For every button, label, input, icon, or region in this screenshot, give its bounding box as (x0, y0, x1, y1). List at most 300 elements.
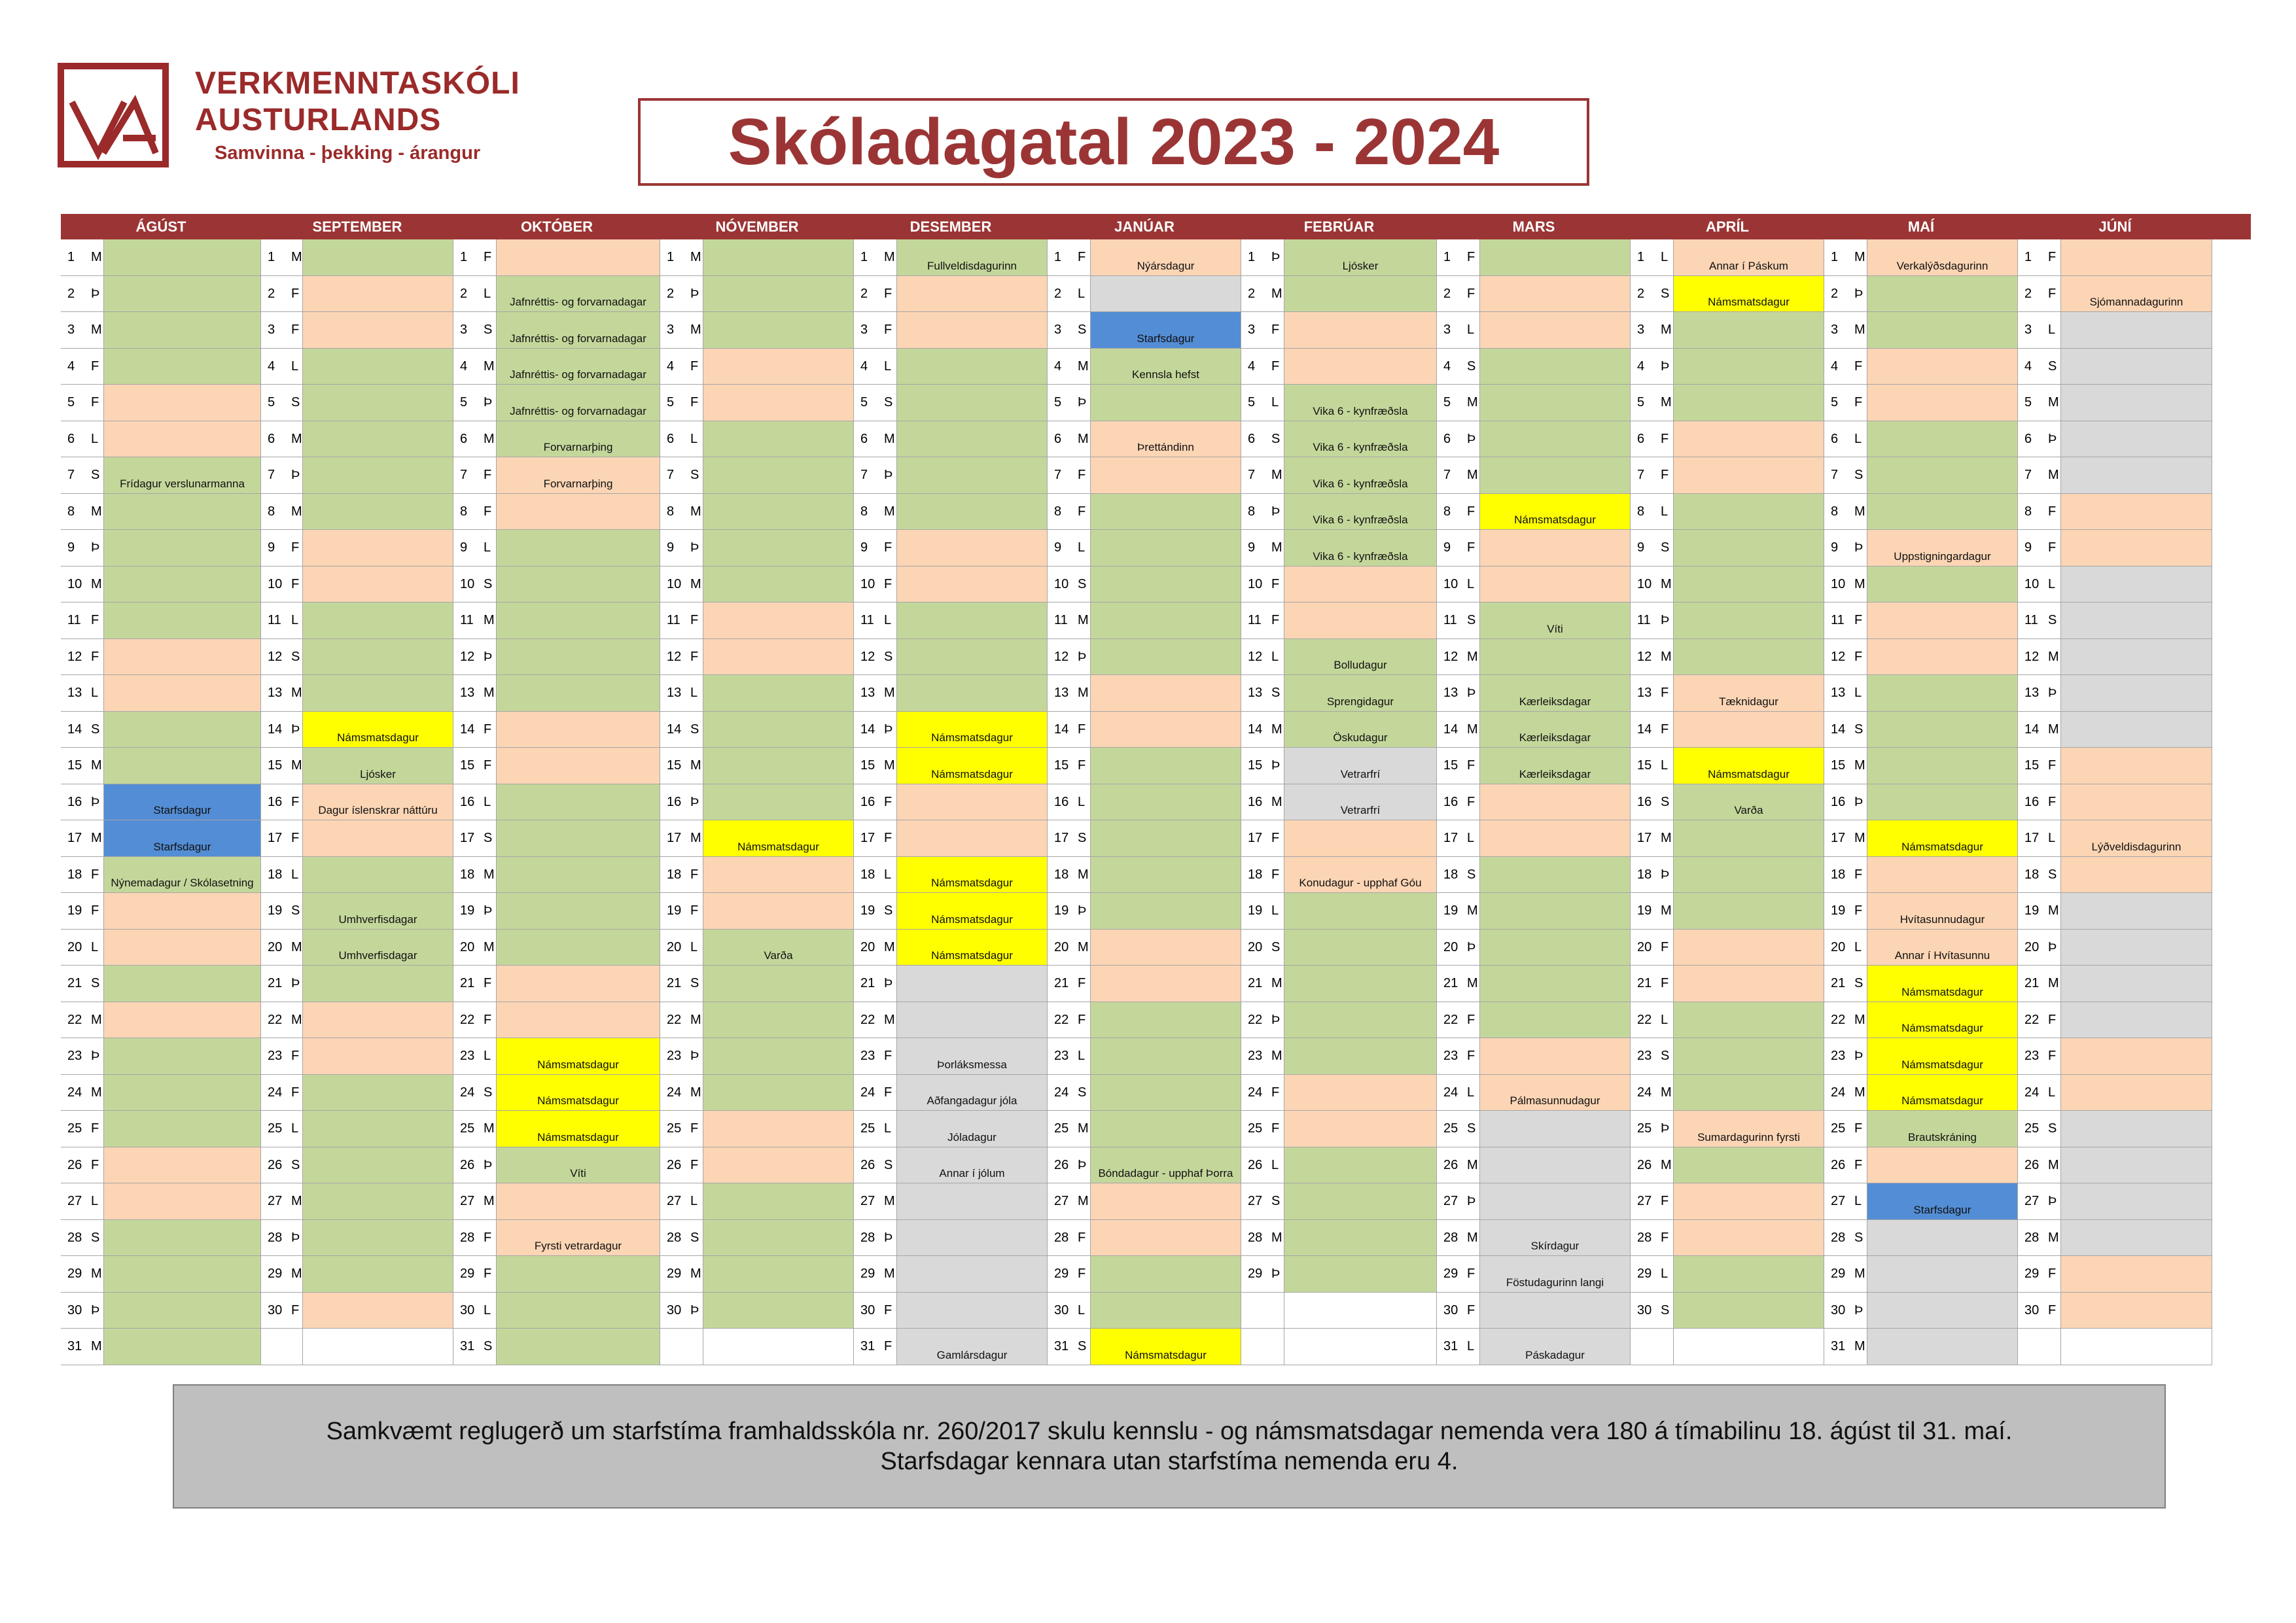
day-cell (497, 239, 660, 276)
day-of-month: 16 (67, 794, 82, 809)
day-of-month: 4 (860, 358, 868, 374)
day-event: Starfsdagur (1867, 1183, 2018, 1220)
weekday-letter: S (884, 903, 893, 918)
day-of-month: 16 (1443, 794, 1458, 809)
day-of-month: 23 (1443, 1049, 1458, 1063)
weekday-letter: L (1661, 504, 1669, 519)
day-of-month: 25 (1443, 1121, 1458, 1136)
day-number (61, 748, 104, 784)
day-of-month: 11 (268, 613, 281, 627)
day-cell (497, 930, 660, 966)
weekday-letter: M (1078, 1121, 1089, 1136)
day-of-month: 31 (460, 1339, 475, 1353)
day-number (854, 1147, 897, 1184)
day-of-month: 11 (667, 613, 680, 627)
day-of-month: 7 (460, 468, 468, 482)
day-number (854, 966, 897, 1002)
day-cell (703, 567, 854, 603)
day-of-month: 17 (2024, 831, 2040, 845)
day-cell (2061, 567, 2212, 603)
weekday-letter: F (91, 649, 99, 664)
day-of-month: 20 (268, 939, 283, 954)
weekday-letter: M (690, 576, 701, 591)
weekday-letter: M (484, 939, 495, 954)
day-cell (703, 385, 854, 421)
weekday-letter: S (1661, 286, 1670, 301)
day-number (2018, 494, 2061, 531)
day-of-month: 20 (460, 939, 475, 954)
weekday-letter: S (1854, 976, 1863, 990)
weekday-letter: F (2048, 1049, 2057, 1063)
day-number (1631, 1147, 1674, 1184)
day-of-month: 23 (1637, 1049, 1652, 1063)
day-of-month: 10 (460, 576, 475, 591)
day-of-month: 8 (460, 504, 468, 519)
month-header-6: JANÚAR (1114, 218, 1174, 235)
weekday-letter: M (884, 686, 895, 700)
weekday-letter: S (1467, 358, 1476, 374)
day-cell (897, 385, 1048, 421)
day-cell (104, 1111, 261, 1147)
day-event: Varða (1674, 784, 1824, 821)
day-cell (1091, 639, 1241, 676)
day-of-month: 13 (2024, 686, 2040, 700)
day-number (1437, 1220, 1480, 1257)
weekday-letter: M (2048, 903, 2059, 918)
day-cell (1674, 1075, 1824, 1111)
weekday-letter: F (690, 867, 699, 882)
day-of-month: 2 (1443, 286, 1451, 301)
day-number (1437, 1329, 1480, 1365)
weekday-letter: L (91, 1194, 99, 1208)
weekday-letter: L (1271, 903, 1279, 918)
day-number (453, 1075, 497, 1111)
day-number (61, 675, 104, 712)
day-of-month: 22 (860, 1012, 875, 1027)
weekday-letter: M (1661, 576, 1672, 591)
weekday-letter: S (91, 722, 100, 737)
day-of-month: 2 (1248, 286, 1256, 301)
day-number (261, 712, 303, 748)
day-event: Námsmatsdagur (1867, 820, 2018, 857)
day-of-month: 28 (1054, 1230, 1069, 1245)
day-cell (703, 748, 854, 784)
day-number (660, 494, 703, 531)
day-number (660, 530, 703, 567)
day-event: Námsmatsdagur (497, 1111, 660, 1147)
day-number (61, 1111, 104, 1147)
title-box (638, 98, 1589, 186)
day-cell (1674, 421, 1824, 458)
day-cell (1480, 820, 1631, 857)
month-header-row (61, 214, 2251, 239)
weekday-letter: L (1078, 286, 1086, 301)
weekday-letter: M (1467, 976, 1478, 990)
day-event: Uppstigningardagur (1867, 530, 2018, 567)
day-number (660, 1147, 703, 1184)
day-number (660, 675, 703, 712)
day-of-month: 5 (1248, 395, 1256, 410)
day-of-month: 10 (860, 576, 875, 591)
day-event: Jafnréttis- og forvarnadagar (497, 312, 660, 349)
day-number (453, 602, 497, 639)
day-of-month: 14 (860, 722, 875, 737)
weekday-letter: M (1271, 540, 1282, 555)
day-number (660, 1075, 703, 1111)
day-of-month: 10 (1831, 576, 1846, 591)
day-number (453, 1038, 497, 1075)
weekday-letter: M (91, 758, 102, 773)
day-event: Kærleiksdagar (1480, 675, 1631, 712)
day-of-month: 3 (1637, 323, 1645, 337)
day-number (261, 421, 303, 458)
weekday-letter: M (884, 758, 895, 773)
weekday-letter: S (484, 1339, 493, 1353)
weekday-letter: M (884, 1266, 895, 1281)
day-number (1631, 385, 1674, 421)
day-number (1631, 748, 1674, 784)
day-of-month: 27 (1248, 1194, 1263, 1208)
day-cell (104, 602, 261, 639)
day-number (660, 1002, 703, 1039)
day-cell (897, 494, 1048, 531)
day-cell (1480, 457, 1631, 494)
weekday-letter: F (884, 831, 892, 845)
day-cell (303, 385, 453, 421)
day-of-month: 24 (268, 1085, 283, 1100)
day-number (2018, 1147, 2061, 1184)
day-of-month: 17 (860, 831, 875, 845)
day-number (1631, 712, 1674, 748)
weekday-letter: F (1467, 504, 1475, 519)
day-cell (1284, 567, 1437, 603)
day-of-month: 25 (460, 1121, 475, 1136)
day-number (453, 385, 497, 421)
weekday-letter: L (690, 431, 698, 446)
weekday-letter: L (91, 686, 99, 700)
weekday-letter: M (2048, 1230, 2059, 1245)
day-number (1241, 857, 1284, 894)
weekday-letter: S (1661, 794, 1670, 809)
day-of-month: 20 (1054, 939, 1069, 954)
day-number (2018, 276, 2061, 313)
day-number (453, 748, 497, 784)
day-cell (104, 639, 261, 676)
weekday-letter: L (690, 939, 698, 954)
day-of-month: 23 (1054, 1049, 1069, 1063)
day-of-month: 14 (460, 722, 475, 737)
day-of-month: 13 (1831, 686, 1846, 700)
day-number (1824, 966, 1867, 1002)
day-of-month: 8 (1831, 504, 1839, 519)
day-number (453, 784, 497, 821)
day-cell (497, 1293, 660, 1329)
day-of-month: 27 (1443, 1194, 1458, 1208)
weekday-letter: F (1271, 867, 1280, 882)
weekday-letter: S (1854, 468, 1863, 482)
day-number (261, 748, 303, 784)
day-of-month: 22 (1054, 1012, 1069, 1027)
day-cell (2061, 893, 2212, 930)
day-cell (1091, 1220, 1241, 1257)
day-event: Námsmatsdagur (1480, 494, 1631, 531)
day-number (1048, 857, 1091, 894)
day-number (61, 276, 104, 313)
day-of-month: 22 (1831, 1012, 1846, 1027)
day-cell (497, 1002, 660, 1039)
day-number (2018, 748, 2061, 784)
weekday-letter: F (91, 395, 99, 410)
day-cell (1480, 530, 1631, 567)
weekday-letter: Þ (1467, 431, 1476, 446)
weekday-letter: L (1078, 1049, 1086, 1063)
day-of-month: 2 (1637, 286, 1645, 301)
day-number (453, 457, 497, 494)
day-number (261, 966, 303, 1002)
day-of-month: 28 (1831, 1230, 1846, 1245)
day-cell (497, 966, 660, 1002)
day-event: Lýðveldisdagurinn (2061, 820, 2212, 857)
day-of-month: 9 (1443, 540, 1451, 555)
day-cell (897, 421, 1048, 458)
day-cell (1480, 930, 1631, 966)
day-of-month: 27 (1831, 1194, 1846, 1208)
day-of-month: 21 (1831, 976, 1846, 990)
weekday-letter: F (484, 1266, 492, 1281)
day-of-month: 24 (1637, 1085, 1652, 1100)
day-number (660, 1111, 703, 1147)
weekday-letter: L (1467, 1339, 1475, 1353)
day-number (261, 1220, 303, 1257)
day-of-month: 4 (1637, 358, 1645, 374)
day-number (1824, 312, 1867, 349)
weekday-letter: F (91, 903, 99, 918)
day-of-month: 9 (460, 540, 468, 555)
day-cell (303, 1220, 453, 1257)
day-cell (897, 784, 1048, 821)
day-cell (1284, 930, 1437, 966)
weekday-letter: Þ (690, 794, 699, 809)
day-number (2018, 385, 2061, 421)
month-header-5: DESEMBER (910, 218, 992, 235)
day-of-month: 16 (2024, 794, 2040, 809)
day-number (453, 893, 497, 930)
day-number (1824, 385, 1867, 421)
weekday-letter: S (1854, 1230, 1863, 1245)
day-cell (1674, 602, 1824, 639)
day-number (261, 312, 303, 349)
weekday-letter: M (91, 831, 102, 845)
day-cell (2061, 1075, 2212, 1111)
day-event: Starfsdagur (1091, 312, 1241, 349)
day-number (453, 1329, 497, 1365)
weekday-letter: M (1661, 649, 1672, 664)
day-cell (703, 1183, 854, 1220)
day-of-month: 12 (860, 649, 875, 664)
day-cell (2061, 857, 2212, 894)
day-of-month: 11 (67, 613, 81, 627)
weekday-letter: S (884, 1157, 893, 1172)
weekday-letter: M (2048, 976, 2059, 990)
day-number (1241, 457, 1284, 494)
day-number (1437, 639, 1480, 676)
weekday-letter: Þ (1467, 1194, 1476, 1208)
day-number (1048, 530, 1091, 567)
day-of-month: 5 (268, 395, 275, 410)
day-of-month: 21 (1054, 976, 1069, 990)
day-cell (1867, 1293, 2018, 1329)
weekday-letter: S (2048, 613, 2057, 627)
day-of-month: 31 (1054, 1339, 1069, 1353)
day-of-month: 3 (2024, 323, 2032, 337)
weekday-letter: M (1271, 722, 1282, 737)
day-cell (2061, 1183, 2212, 1220)
day-event: Vetrarfrí (1284, 748, 1437, 784)
day-number (261, 1256, 303, 1293)
day-cell (1480, 276, 1631, 313)
day-of-month: 19 (1443, 903, 1458, 918)
day-of-month: 19 (460, 903, 475, 918)
day-number (1437, 1075, 1480, 1111)
weekday-letter: F (1661, 939, 1669, 954)
day-cell (703, 457, 854, 494)
weekday-letter: F (1854, 649, 1863, 664)
day-cell (2061, 712, 2212, 748)
day-cell (2061, 675, 2212, 712)
day-of-month: 2 (1831, 286, 1839, 301)
day-event: Sprengidagur (1284, 675, 1437, 712)
day-number (453, 1111, 497, 1147)
day-cell (897, 1256, 1048, 1293)
day-number (854, 1329, 897, 1365)
day-cell (1284, 1256, 1437, 1293)
day-of-month: 29 (67, 1266, 82, 1281)
weekday-letter: L (1854, 939, 1862, 954)
weekday-letter: L (1078, 1302, 1086, 1318)
day-cell (703, 1293, 854, 1329)
day-cell (104, 312, 261, 349)
day-number (1824, 1075, 1867, 1111)
day-of-month: 20 (1443, 939, 1458, 954)
day-of-month: 23 (667, 1049, 682, 1063)
day-number (1631, 1256, 1674, 1293)
day-event: Þorláksmessa (897, 1038, 1048, 1075)
day-of-month: 1 (67, 250, 75, 264)
weekday-letter: S (91, 1230, 100, 1245)
day-cell (1091, 712, 1241, 748)
day-cell (104, 239, 261, 276)
weekday-letter: M (484, 358, 495, 374)
day-number (453, 820, 497, 857)
day-cell (897, 349, 1048, 385)
day-of-month: 11 (460, 613, 474, 627)
day-event: Jóladagur (897, 1111, 1048, 1147)
day-of-month: 10 (1443, 576, 1458, 591)
day-number (1241, 712, 1284, 748)
day-number (1241, 1111, 1284, 1147)
day-of-month: 25 (1637, 1121, 1652, 1136)
weekday-letter: Þ (1271, 1012, 1280, 1027)
day-number (453, 1147, 497, 1184)
day-cell (497, 1256, 660, 1293)
weekday-letter: M (1271, 286, 1282, 301)
weekday-letter: S (1078, 576, 1087, 591)
weekday-letter: L (1271, 649, 1279, 664)
day-cell (1284, 349, 1437, 385)
day-cell (1674, 457, 1824, 494)
day-of-month: 29 (1831, 1266, 1846, 1281)
weekday-letter: M (1271, 1230, 1282, 1245)
weekday-letter: S (291, 649, 300, 664)
day-event: Annar í Hvítasunnu (1867, 930, 2018, 966)
day-of-month: 24 (1054, 1085, 1069, 1100)
day-event: Námsmatsdagur (897, 893, 1048, 930)
day-number (453, 239, 497, 276)
day-number (261, 1293, 303, 1329)
day-of-month: 30 (1443, 1302, 1458, 1318)
weekday-letter: S (1271, 939, 1280, 954)
day-cell (303, 494, 453, 531)
day-cell (1674, 1220, 1824, 1257)
weekday-letter: L (2048, 1085, 2056, 1100)
weekday-letter: M (91, 504, 102, 519)
day-number (1437, 567, 1480, 603)
day-of-month: 23 (2024, 1049, 2040, 1063)
day-number (261, 276, 303, 313)
day-event: Bóndadagur - upphaf Þorra (1091, 1147, 1241, 1184)
day-of-month: 5 (1637, 395, 1645, 410)
day-number (854, 784, 897, 821)
day-of-month: 12 (1443, 649, 1458, 664)
day-number (453, 530, 497, 567)
day-of-month: 26 (1248, 1157, 1263, 1172)
day-cell (1091, 1183, 1241, 1220)
weekday-letter: M (1467, 468, 1478, 482)
day-number (660, 602, 703, 639)
weekday-letter: S (690, 976, 699, 990)
weekday-letter: S (690, 1230, 699, 1245)
day-cell (2061, 639, 2212, 676)
day-number (854, 1220, 897, 1257)
day-cell (497, 675, 660, 712)
day-of-month: 3 (667, 323, 675, 337)
weekday-letter: S (2048, 867, 2057, 882)
day-number (1048, 1329, 1091, 1365)
day-of-month: 17 (1054, 831, 1069, 845)
weekday-letter: M (484, 613, 495, 627)
day-of-month: 13 (67, 686, 82, 700)
day-of-month: 26 (460, 1157, 475, 1172)
day-number (61, 530, 104, 567)
day-of-month: 6 (268, 431, 275, 446)
day-number (1824, 930, 1867, 966)
day-number (660, 1038, 703, 1075)
day-number (1437, 349, 1480, 385)
weekday-letter: F (91, 613, 99, 627)
day-cell (2061, 421, 2212, 458)
day-of-month: 28 (67, 1230, 82, 1245)
day-cell (703, 893, 854, 930)
weekday-letter: M (1854, 576, 1865, 591)
day-number (1631, 1002, 1674, 1039)
day-cell (497, 602, 660, 639)
day-of-month: 23 (1831, 1049, 1846, 1063)
day-of-month: 10 (1054, 576, 1069, 591)
day-number (1241, 1038, 1284, 1075)
day-cell (303, 1183, 453, 1220)
day-cell (1091, 602, 1241, 639)
day-number (1048, 385, 1091, 421)
